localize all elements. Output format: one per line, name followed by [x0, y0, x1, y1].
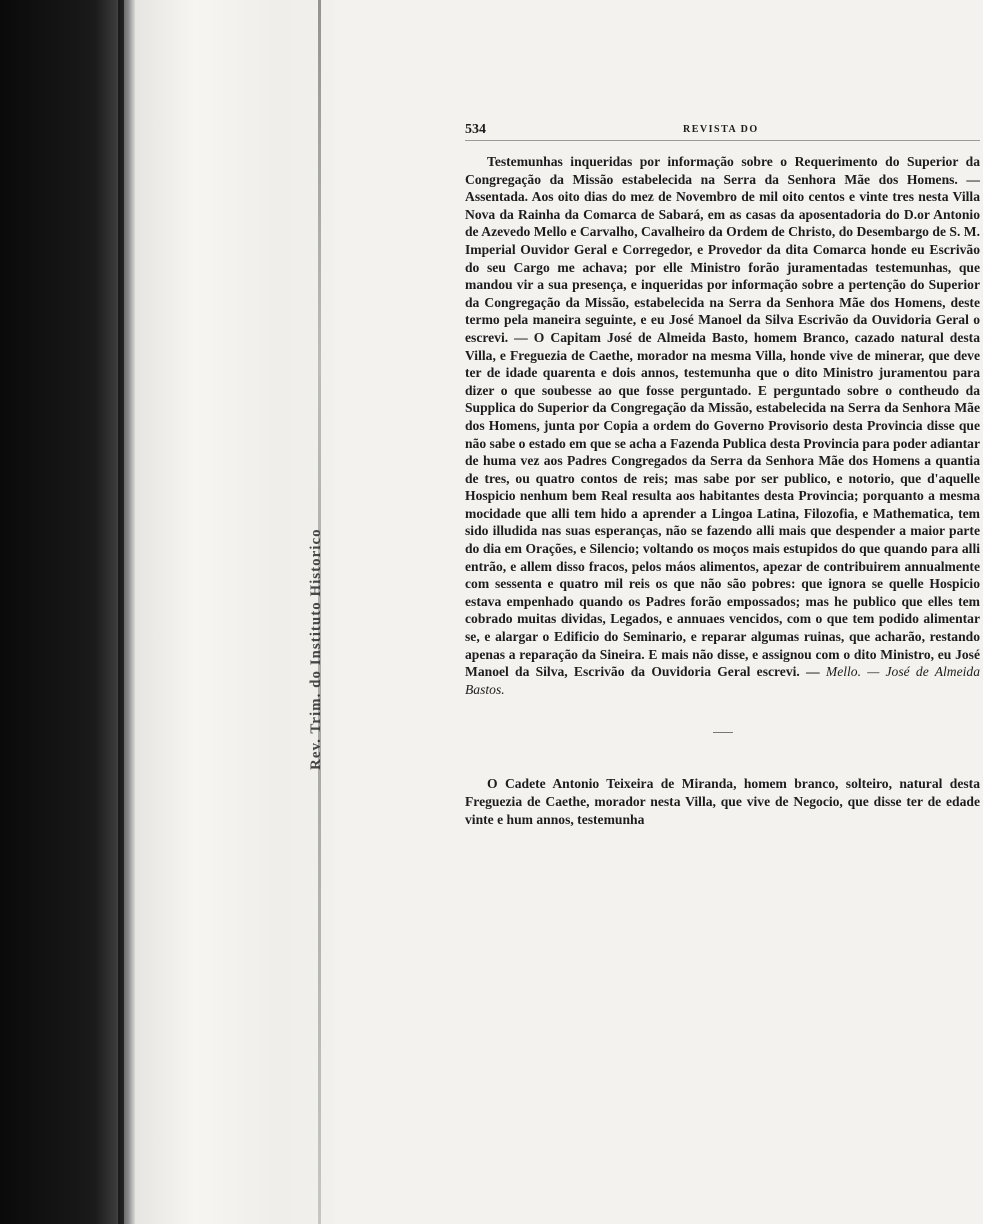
second-witness-text [465, 775, 980, 828]
second-witness-paragraph: O Cadete Antonio Teixeira de Miranda, homem branco, solteiro, natural desta Freguezia de Caethe, morador nesta Villa, que vive de Negocio, que disse ter de edade vinte e hum annos, testemunha [465, 776, 980, 827]
previous-page-edge [135, 0, 335, 1224]
document-page [465, 118, 980, 828]
spine-label: Rev. Trim. do Instituto Historico [308, 528, 324, 770]
deposition-paragraph [465, 153, 980, 698]
deposition-text [465, 153, 980, 698]
signatures: Mello. — José de Almeida Bastos. [465, 664, 981, 697]
scanner-binding-shadow [0, 0, 135, 1224]
running-title: REVISTA DO [683, 124, 759, 135]
running-header [465, 118, 980, 141]
section-separator [713, 732, 733, 733]
deposition-body: Testemunhas inqueridas por informação sobre o Requerimento do Superior da Congregação da Missão estabelecida na Serra da Senhora Mãe dos Homens. — Assentada. Aos oito dias do mez de Novembro de mil oito centos e vinte tres nesta Villa Nova da Rainha da Comarca de Sabará, em as casas da aposentadoria do D.or Antonio de Azevedo Mello e Carvalho, Cavalheiro da Ordem de Christo, do Desembargo de S. M. Imperial Ouvidor Geral e Corregedor, e Provedor da dita Comarca honde eu Escrivão do seu Cargo me achava; por elle Ministro forão juramentadas testemunhas, que mandou vir a sua presença, e inqueridas por informação sobre a pertenção do Superior da Congregação da Missão, estabelecida na Serra da Senhora Mãe dos Homens, deste termo pela maneira seguinte, e eu José Manoel da Silva Escrivão da Ouvidoria Geral o escrevi. — O Capitam José de Almeida Basto, homem Branco, cazado natural desta Villa, e Freguezia de Caethe, morador na mesma Villa, honde vive de minerar, que deve ter de idade quarenta e dois annos, testemunha que o dito Ministro juramentou para dizer o que soubesse ao que fosse perguntado. E perguntado sobre o contheudo da Supplica do Superior da Congregação da Missão, estabelecida na Serra da Senhora Mãe dos Homens, junta por Copia a ordem do Governo Provisorio desta Provincia disse que não sabe o estado em que se acha a Fazenda Publica desta Provincia para poder adiantar de huma vez aos Padres Congregados da Serra da Senhora Mãe dos Homens a quantia de tres, ou quatro contos de reis; mas sabe por ser publico, e notorio, que d'aquelle Hospicio nenhum bem Real resulta aos habitantes desta Provincia; porquanto a mesma mocidade que alli tem hido a aprender a Lingoa Latina, Filozofia, e Mathematica, tem sido illudida nas suas esperanças, não se fazendo alli mais que despender a maior parte do dia em Orações, e Silencio; voltando os moços mais estupidos do que quando para alli entrão, e allem disso fracos, pelos máos alimentos, apezar de contribuirem annualmente com sessenta e quatro mil reis os que não são pobres: que ignora se quelle Hospicio estava empenhado quando os Padres forão empossados; mas he publico que elles tem cobrado muitas dividas, Legados, e annuaes vencidos, com o que tem podido alimentar se, e alargar o Edificio do Seminario, e reparar algumas ruinas, que acharão, restando apenas a reparação da Sineira. E mais não disse, e assignou com o dito Ministro, eu José Manoel da Silva, Escrivão da Ouvidoria Geral escrevi. — [465, 154, 980, 680]
page-number: 534 [465, 122, 486, 137]
